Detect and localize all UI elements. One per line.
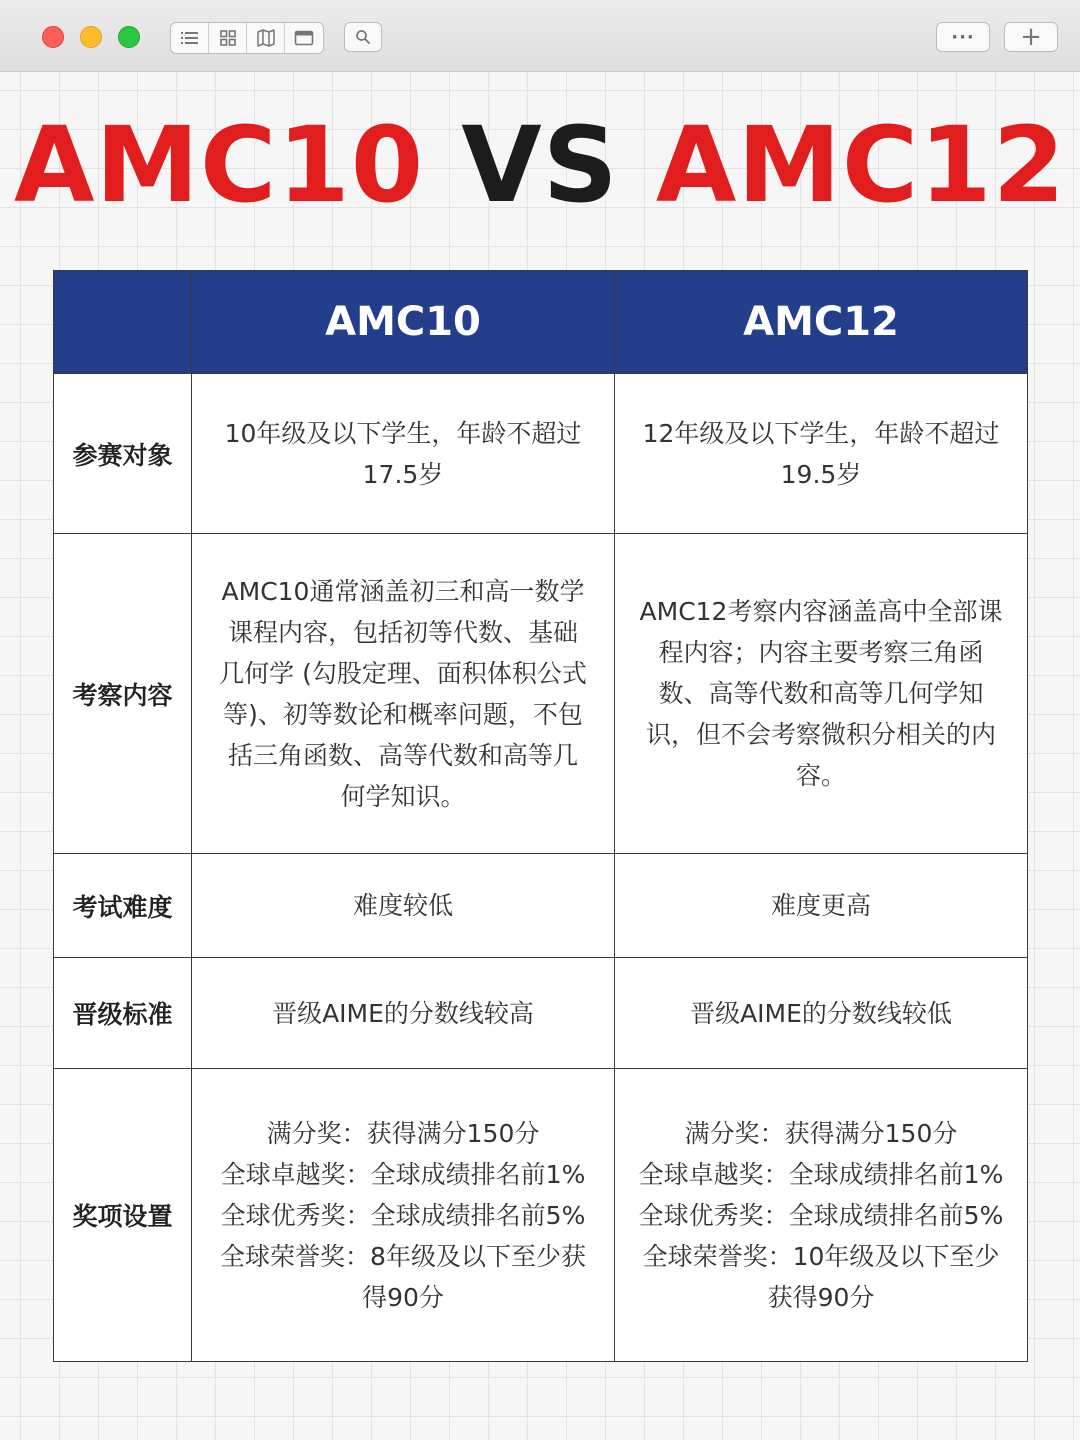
row-label: 考察内容 [54, 534, 192, 854]
window-icon [294, 30, 314, 46]
cell-line: AMC12考察内容涵盖高中全部课 [639, 597, 1003, 626]
cell-line: 全球荣誉奖：10年级及以下至少 [642, 1241, 1000, 1271]
cell-line: 课程内容，包括初等代数、基础 [227, 617, 578, 647]
grid-view-button[interactable] [209, 23, 247, 53]
cell-line: 程内容；内容主要考察三角函 [658, 638, 984, 667]
view-mode-segmented-control [170, 22, 324, 54]
cell-line: 晋级AIME的分数线较高 [272, 998, 534, 1028]
table-row [54, 534, 1028, 854]
row-label: 参赛对象 [54, 374, 192, 534]
grid-icon [219, 29, 237, 47]
add-button[interactable] [1004, 22, 1058, 52]
cell-line: 得90分 [362, 1282, 444, 1312]
row-label: 晋级标准 [54, 958, 192, 1069]
amc10-cell [192, 854, 615, 958]
cell-line: 17.5岁 [362, 459, 444, 489]
row-label: 奖项设置 [54, 1069, 192, 1362]
cell-line: 全球优秀奖：全球成绩排名前5% [638, 1200, 1004, 1230]
window-toolbar [0, 0, 1080, 72]
amc10-cell [192, 1069, 615, 1362]
cell-line: 括三角函数、高等代数和高等几 [227, 740, 578, 770]
title-right: AMC12 [655, 104, 1066, 226]
header-amc12: AMC12 [615, 271, 1028, 374]
table-row [54, 854, 1028, 958]
minimize-window-button[interactable] [80, 26, 102, 48]
close-window-button[interactable] [42, 26, 64, 48]
comparison-table [53, 270, 1028, 1362]
cell-line: 全球卓越奖：全球成绩排名前1% [220, 1159, 586, 1189]
cell-line: 难度更高 [770, 891, 871, 920]
zoom-window-button[interactable] [118, 26, 140, 48]
cell-line: 识，但不会考察微积分相关的内 [645, 720, 996, 749]
plus-icon: + [1020, 22, 1042, 52]
amc10-cell [192, 374, 615, 534]
title-vs: VS [461, 104, 619, 226]
cell-line: AMC10通常涵盖初三和高一数学 [221, 576, 585, 606]
cell-line: 容。 [795, 761, 846, 790]
row-label: 考试难度 [54, 854, 192, 958]
cell-line: 何学知识。 [340, 781, 466, 811]
table-row [54, 374, 1028, 534]
cell-line: 难度较低 [352, 891, 453, 920]
cell-line: 12年级及以下学生，年龄不超过 [642, 418, 1000, 448]
list-view-button[interactable] [171, 23, 209, 53]
cell-line: 等)、初等数论和概率问题，不包 [223, 699, 583, 729]
cell-line: 全球卓越奖：全球成绩排名前1% [638, 1159, 1004, 1189]
amc12-cell [615, 374, 1028, 534]
cell-line: 满分奖：获得满分150分 [684, 1118, 958, 1148]
list-icon [180, 30, 200, 46]
table-row [54, 958, 1028, 1069]
cell-line: 几何学 (勾股定理、面积体积公式 [219, 658, 587, 688]
amc12-cell [615, 854, 1028, 958]
more-icon: ··· [951, 26, 975, 48]
cell-line: 19.5岁 [780, 459, 862, 489]
amc12-cell [615, 1069, 1028, 1362]
amc10-cell [192, 958, 615, 1069]
cell-line: 满分奖：获得满分150分 [266, 1118, 540, 1148]
cell-line: 全球荣誉奖：8年级及以下至少获 [220, 1241, 586, 1271]
cell-line: 获得90分 [767, 1282, 875, 1312]
amc10-cell [192, 534, 615, 854]
header-empty-cell [54, 271, 192, 374]
amc12-cell [615, 958, 1028, 1069]
table-row [54, 1069, 1028, 1362]
title-left: AMC10 [14, 104, 425, 226]
table-header-row [54, 271, 1028, 374]
window-view-button[interactable] [285, 23, 323, 53]
map-view-button[interactable] [247, 23, 285, 53]
cell-line: 数、高等代数和高等几何学知 [658, 679, 984, 708]
more-options-button[interactable] [936, 22, 990, 52]
search-icon [355, 29, 371, 45]
amc12-cell [615, 534, 1028, 854]
header-amc10: AMC10 [192, 271, 615, 374]
cell-line: 晋级AIME的分数线较低 [690, 998, 952, 1028]
map-icon [256, 29, 276, 47]
cell-line: 全球优秀奖：全球成绩排名前5% [220, 1200, 586, 1230]
page-title [0, 100, 1080, 230]
search-button[interactable] [344, 22, 382, 52]
cell-line: 10年级及以下学生，年龄不超过 [224, 418, 582, 448]
